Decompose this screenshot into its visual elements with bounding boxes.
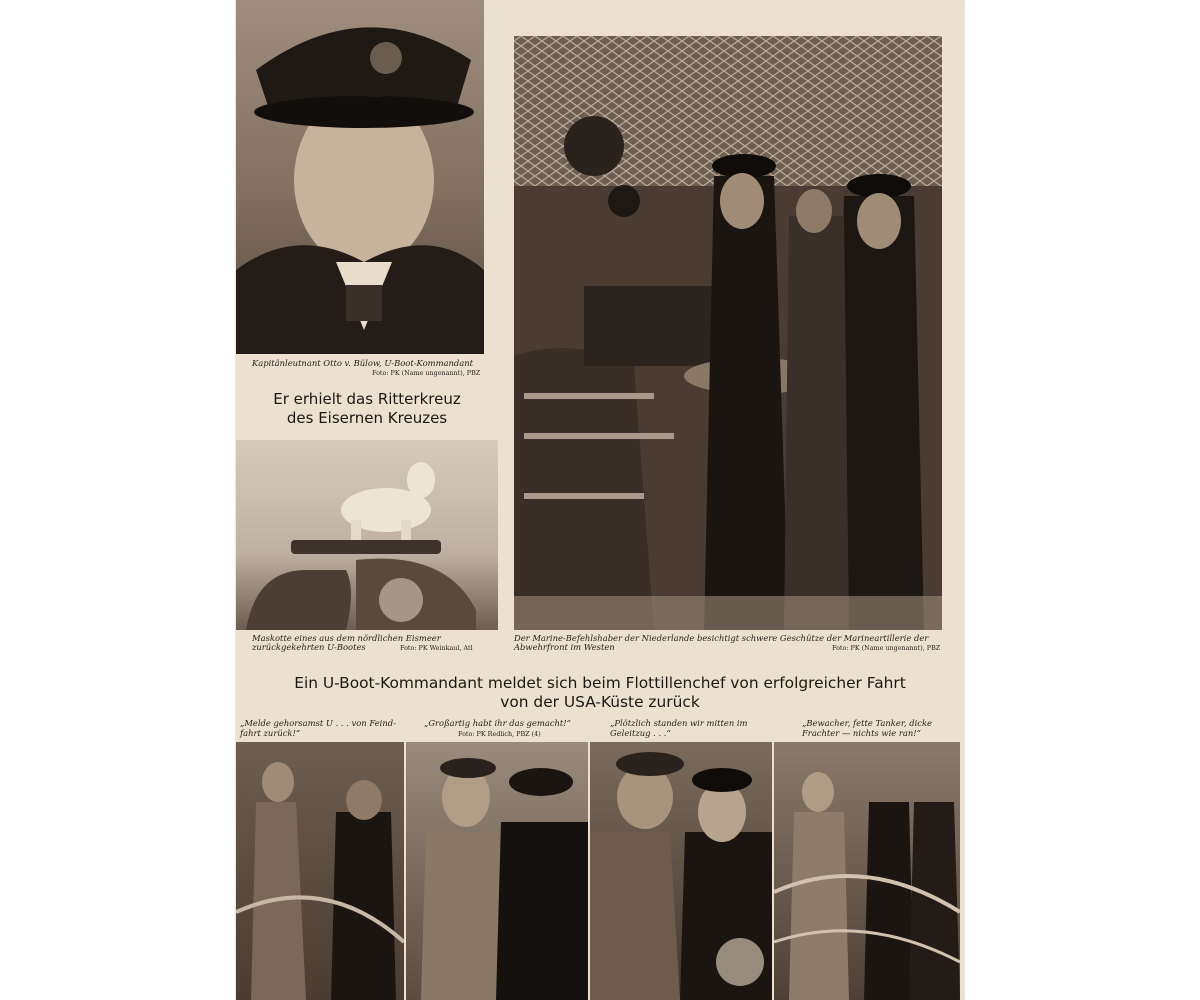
knight-cross-headline-line1: Er erhielt das Ritterkreuz [273,390,461,408]
sequence-credit: Foto: PK Redlich, PBZ (4) [458,730,541,738]
main-headline [266,674,934,712]
sequence-quote-4: „Bewacher, fette Tanker, dicke Frachter — nichts wie ran!“ [802,718,932,738]
sequence-quote-2: „Großartig habt ihr das gemacht!“ [424,718,571,728]
knight-cross-headline-line2: des Eisernen Kreuzes [286,409,448,427]
sequence-illustration-3 [590,742,772,1000]
sequence-illustration-1 [236,742,404,1000]
main-headline-line1: Ein U-Boot-Kommandant meldet sich beim Flottillenchef von erfolgreicher Fahrt [294,674,906,692]
sequence-quote-3: „Plötzlich standen wir mitten im Geleitzug . . .“ [610,718,748,738]
magazine-page [236,0,964,1000]
portrait-credit: Foto: PK (Name ungenannt), PBZ [372,369,481,377]
sequence-photo-1 [236,742,404,1000]
main-headline-line2: von der USA-Küste zurück [500,693,700,711]
mascot-caption: Maskotte eines aus dem nördlichen Eismeer zurückgekehrten U-Bootes [252,633,441,652]
inspection-illustration [514,36,942,630]
sequence-photo-2 [406,742,588,1000]
mascot-illustration [236,440,498,630]
sequence-photo-4 [774,742,960,1000]
portrait-illustration [236,0,484,354]
sequence-quote-1: „Melde gehorsamst U . . . von Feind-fahrt zurück!“ [240,718,396,738]
inspection-caption: Der Marine-Befehlshaber der Niederlande besichtigt schwere Geschütze der Marineartillerie der Abwehrfront im Westen [514,633,929,652]
portrait-photo [236,0,484,354]
inspection-credit: Foto: PK (Name ungenannt), PBZ [832,644,941,652]
portrait-caption: Kapitänleutnant Otto v. Bülow, U-Boot-Kommandant [252,358,474,368]
sequence-photo-3 [590,742,772,1000]
sequence-illustration-4 [774,742,960,1000]
inspection-photo [514,36,942,630]
sequence-illustration-2 [406,742,588,1000]
mascot-photo [236,440,498,630]
knight-cross-headline [236,390,498,428]
mascot-credit: Foto: PK Weinkaul, Atl [400,644,473,652]
